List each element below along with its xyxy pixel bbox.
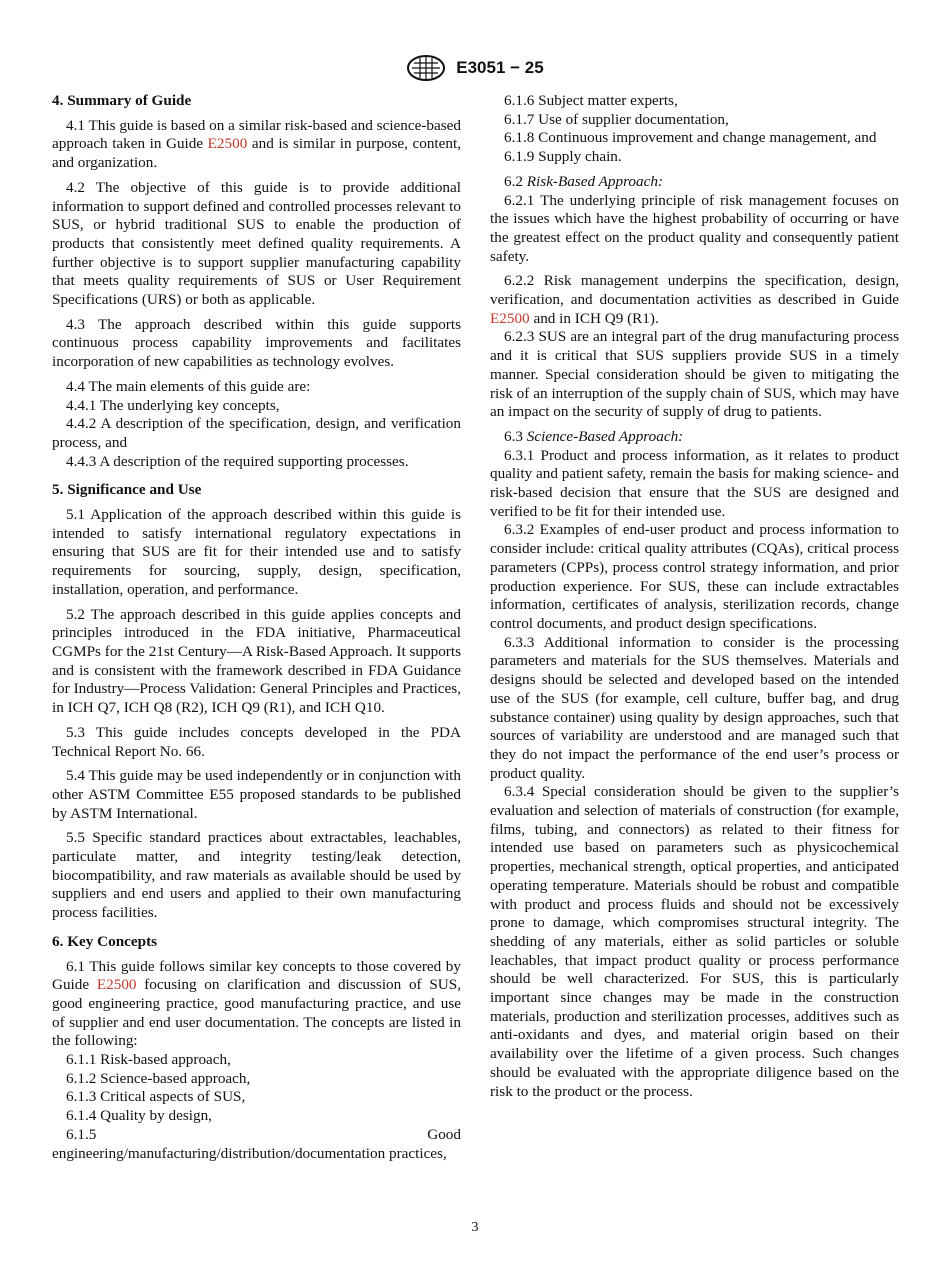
paragraph-6-2: 6.2 Risk-Based Approach: — [504, 172, 664, 190]
section-5-heading: 5. Significance and Use — [52, 481, 202, 499]
paragraph-4-4-2: 4.4.2 A description of the specification, design, and verification process, and — [52, 415, 461, 451]
paragraph-5-4: 5.4 This guide may be used independently or in conjunction with other ASTM Committee E55 proposed standards to be published by ASTM International. — [52, 767, 461, 822]
e2500-link[interactable]: E2500 — [96, 976, 137, 994]
page-header — [0, 54, 950, 84]
subsection-6-3-title: Science-Based Approach: — [526, 427, 684, 445]
paragraph-5-3: 5.3 This guide includes concepts developed in the PDA Technical Report No. 66. — [52, 723, 461, 760]
right-column — [490, 92, 899, 1101]
paragraph-6-1-8: 6.1.8 Continuous improvement and change management, and — [504, 129, 877, 147]
subsection-6-2-title: Risk-Based Approach: — [526, 172, 664, 190]
paragraph-6-3-3: 6.3.3 Additional information to consider is the processing parameters and materials for the SUS themselves. Materials and designs should be selected and developed based on the intended use of the SUS (for example, cell culture, buffer bag, and drug substance container) using quality by design approaches, such that sources of variability are understood and are managed such that they do not impact the performance of the end user’s process or product quality. — [490, 633, 899, 782]
paragraph-4-4-1: 4.4.1 The underlying key concepts, — [66, 396, 280, 414]
paragraph-4-4: 4.4 The main elements of this guide are: — [66, 377, 311, 395]
section-6-heading: 6. Key Concepts — [52, 932, 158, 950]
paragraph-6-3-4: 6.3.4 Special consideration should be given to the supplier’s evaluation and selection of materials of construction (for example, films, tubing, and connectors) as related to their fitness for intended use based on parameters such as physicochemical properties, mechanical strength, optical properties, and anticipated operating temperature. Materials should be robust and compatible with product and process fluids and should not be excessively prone to damage, which compromises structural integrity. The shedding of any materials, either as solid particles or soluble leachables, that impact product quality or process performance should be well characterized. For SUS, this is particularly important since changes may be made in the construction materials, production and sterilization processes, additives such as anti-oxidants and dyes, and material origin based on their availability over the lifetime of a given process. Such changes should be evaluated with the appropriate diligence based on the risk to the product or the process. — [490, 783, 899, 1100]
paragraph-6-3-2: 6.3.2 Examples of end-user product and process information to consider include: critical quality attributes (CQAs), critical process parameters (CPPs), process control strategy information, and prior production experience. For SUS, these can include extractables information, certificates of analysis, sterilization records, change control documents, and product design specifications. — [490, 521, 899, 632]
paragraph-4-4-3: 4.4.3 A description of the required supporting processes. — [66, 452, 409, 470]
paragraph-6-1-5: 6.1.5 Good engineering/manufacturing/distribution/documentation practices, — [52, 1125, 461, 1162]
paragraph-6-1-9: 6.1.9 Supply chain. — [504, 148, 622, 166]
page-number: 3 — [471, 1220, 479, 1235]
paragraph-6-2-2: 6.2.2 Risk management underpins the specification, design, verification, and documentation activities as described in Guide E2500 and in ICH Q9 (R1). — [490, 272, 899, 327]
paragraph-5-5: 5.5 Specific standard practices about extractables, leachables, particulate matter, and integrity testing/leak detection, biocompatibility, and raw materials as available should be used by suppliers and end users and applied to their own manufacturing process facilities. — [52, 829, 461, 922]
paragraph-4-1: 4.1 This guide is based on a similar risk-based and science-based approach taken in Guide E2500 and is similar in purpose, content, and organization. — [52, 116, 461, 172]
e2500-link[interactable]: E2500 — [490, 309, 530, 327]
paragraph-6-1-2: 6.1.2 Science-based approach, — [66, 1069, 251, 1087]
e2500-link[interactable]: E2500 — [207, 135, 248, 153]
paragraph-6-1: 6.1 This guide follows similar key concepts to those covered by Guide E2500 focusing on clarification and discussion of SUS, good engineering practice, good manufacturing practice, and use of supplier and end user documentation. The concepts are listed in the following: — [52, 957, 461, 1050]
document-designation: E3051 − 25 — [456, 58, 544, 77]
paragraph-4-2: 4.2 The objective of this guide is to provide additional information to support defined and controlled processes relevant to SUS, or hybrid traditional SUS to enable the production of products that consistently meet defined quality requirements. A further objective is to support supplier manufacturing capability that meets quality requirements of SUS or User Requirement Specifications (URS) or both as applicable. — [52, 178, 461, 309]
paragraph-6-2-3: 6.2.3 SUS are an integral part of the drug manufacturing process and it is critical that SUS suppliers provide SUS in a timely manner. Special consideration should be given to mitigating the risk of an interruption of the supply chain of SUS, which may have an impact on the security of supply of drug to patients. — [490, 328, 899, 421]
paragraph-4-3: 4.3 The approach described within this guide supports continuous process capability improvements and facilitates incorporation of new capabilities as technology evolves. — [52, 315, 461, 371]
paragraph-6-2-1: 6.2.1 The underlying principle of risk management focuses on the issues which have the highest probability of occurring or have the greatest effect on the product quality and consequently patient safety. — [490, 191, 899, 265]
paragraph-6-1-3: 6.1.3 Critical aspects of SUS, — [66, 1088, 246, 1106]
paragraph-5-2: 5.2 The approach described in this guide applies concepts and principles introduced in the FDA initiative, Pharmaceutical CGMPs for the 21st Century—A Risk-Based Approach. It supports and is consistent with the framework described in FDA Guidance for Industry—Process Validation: General Principles and Practices, in ICH Q7, ICH Q8 (R2), ICH Q9 (R1), and ICH Q10. — [52, 605, 461, 717]
paragraph-6-1-1: 6.1.1 Risk-based approach, — [66, 1051, 231, 1069]
astm-logo-icon — [406, 54, 446, 82]
paragraph-6-1-4: 6.1.4 Quality by design, — [66, 1107, 212, 1125]
section-4-heading: 4. Summary of Guide — [52, 92, 192, 109]
paragraph-6-1-6: 6.1.6 Subject matter experts, — [504, 92, 678, 109]
paragraph-6-3-1: 6.3.1 Product and process information, as it relates to product quality and patient safety, remain the basis for making science- and risk-based decision that ensure that the SUS are designed and verified to be fit for their intended use. — [490, 446, 899, 520]
left-column — [52, 92, 461, 1163]
paragraph-6-3: 6.3 Science-Based Approach: — [504, 427, 684, 445]
paragraph-6-1-7: 6.1.7 Use of supplier documentation, — [504, 110, 729, 128]
paragraph-5-1: 5.1 Application of the approach described within this guide is intended to satisfy international regulatory expectations in ensuring that SUS are fit for their intended use and to satisfy requirements for sourcing, supply, design, specification, installation, operation, and performance. — [52, 506, 461, 598]
